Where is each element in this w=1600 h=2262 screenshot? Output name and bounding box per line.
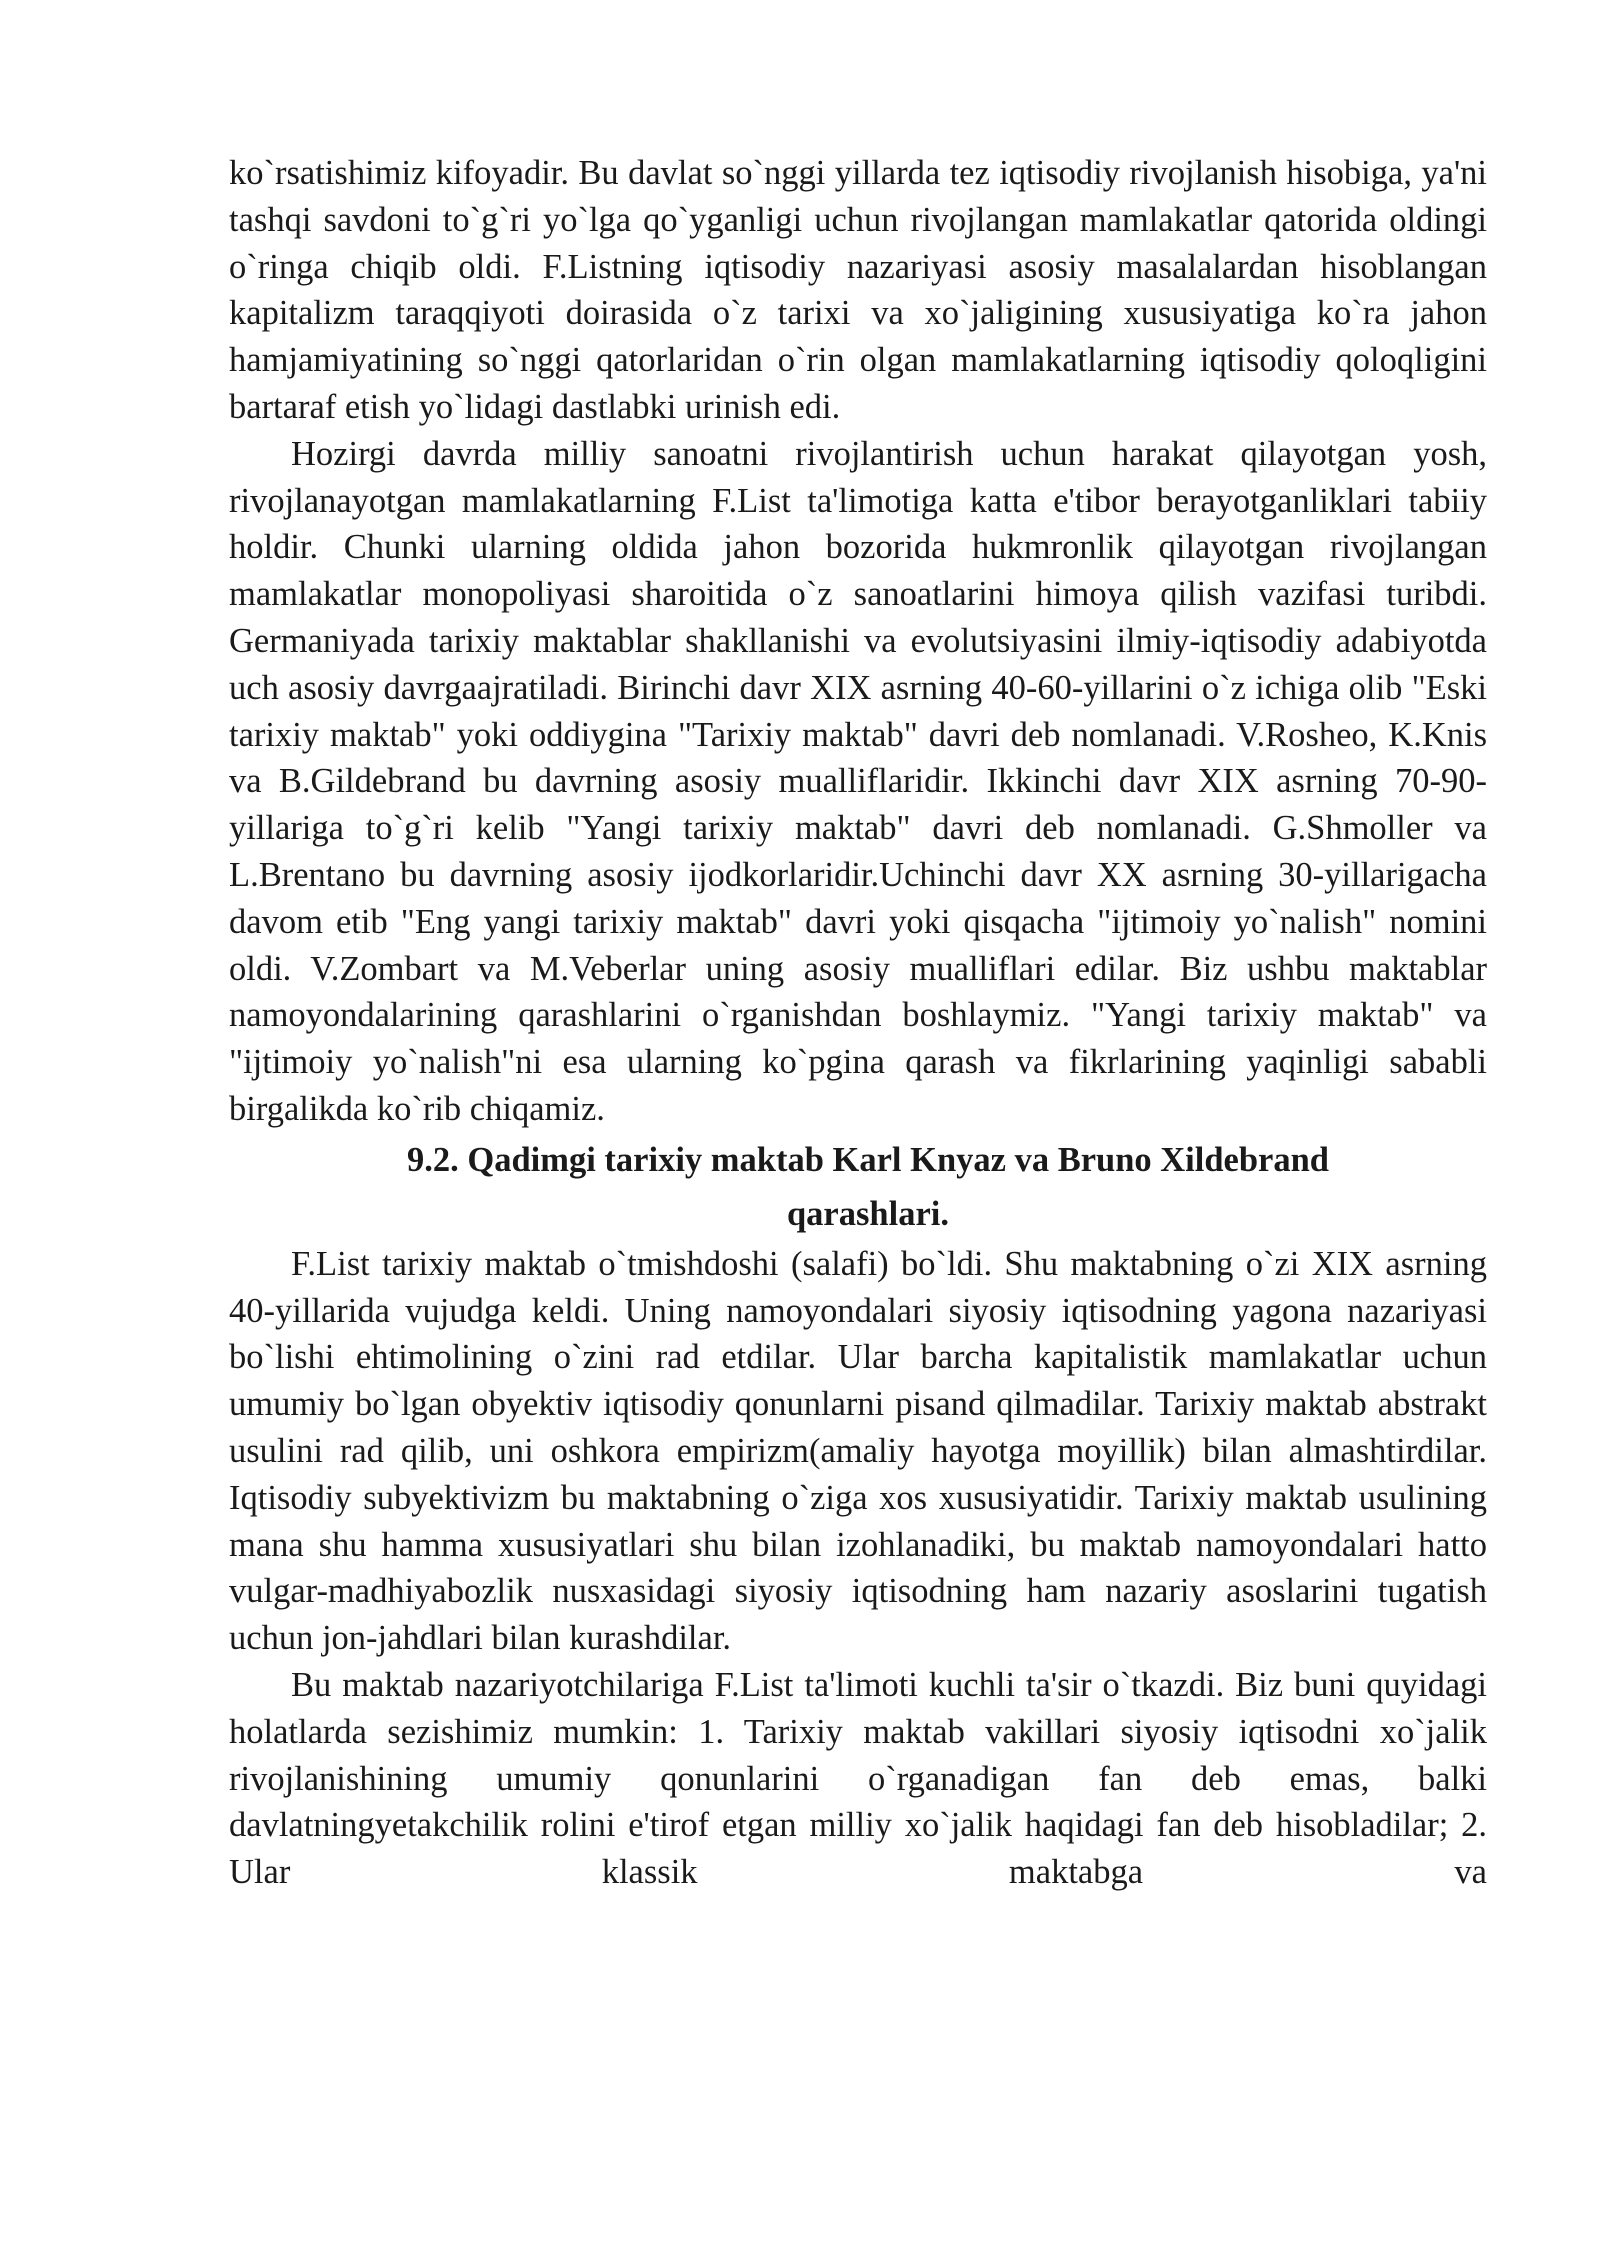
paragraph-intro: ko`rsatishimiz kifoyadir. Bu davlat so`nggi yillarda tez iqtisodiy rivojlanish hisobiga, ya'ni tashqi savdoni to`g`ri yo`lga qo`yganligi uchun rivojlangan mamlakatlar qatorida oldingi o`ringa chiqib oldi. F.Listning iqtisodiy nazariyasi asosiy masalalardan hisoblangan kapitalizm taraqqiyoti doirasida o`z tarixi va xo`jaligining xususiyatiga ko`ra jahon hamjamiyatining so`nggi qatorlaridan o`rin olgan mamlakatlarning iqtisodiy qoloqligini bartaraf etish yo`lidagi dastlabki urinish edi. (229, 154, 1487, 426)
paragraph-old-school: F.List tarixiy maktab o`tmishdoshi (salafi) bo`ldi. Shu maktabning o`zi XIX asrning 40-yillarida vujudga keldi. Uning namoyondalari siyosiy iqtisodning yagona nazariyasi bo`lishi ehtimolining o`zini rad etdilar. Ular barcha kapitalistik mamlakatlar uchun umumiy bo`lgan obyektiv iqtisodiy qonunlarni pisand qilmadilar. Tarixiy maktab abstrakt usulini rad qilib, uni oshkora empirizm(amaliy hayotga moyillik) bilan almashtirdilar. Iqtisodiy subyektivizm bu maktabning o`ziga xos xususiyatidir. Tarixiy maktab usulining mana shu hamma xususiyatlari shu bilan izohlanadiki, bu maktab namoyondalari hatto vulgar-madhiyabozlik nusxasidagi siyosiy iqtisodning ham nazariy asoslarini tugatish uchun jon-jahdlari bilan kurashdilar. (229, 1244, 1487, 1658)
section-heading-line-1: 9.2. Qadimgi tarixiy maktab Karl Knyaz va Bruno Xildebrand (407, 1140, 1329, 1179)
document-page (229, 150, 1487, 1896)
paragraph-list-influence: Bu maktab nazariyotchilariga F.List ta'limoti kuchli ta'sir o`tkazdi. Biz buni quyidagi holatlarda sezishimiz mumkin: 1. Tarixiy maktab vakillari siyosiy iqtisodni xo`jalik rivojlanishining umumiy qonunlarini o`rganadigan fan deb emas, balki davlatningyetakchilik rolini e'tirof etgan milliy xo`jalik haqidagi fan deb hisobladilar; 2. Ular klassik maktabga va (229, 1665, 1487, 1892)
section-heading (229, 1133, 1487, 1241)
section-heading-line-2: qarashlari. (787, 1194, 949, 1233)
paragraph-historical-schools: Hozirgi davrda milliy sanoatni rivojlantirish uchun harakat qilayotgan yosh, rivojlanayotgan mamlakatlarning F.List ta'limotiga katta e'tibor berayotganliklari tabiiy holdir. Chunki ularning oldida jahon bozorida hukmronlik qilayotgan rivojlangan mamlakatlar monopoliyasi sharoitida o`z sanoatlarini himoya qilish vazifasi turibdi. Germaniyada tarixiy maktablar shakllanishi va evolutsiyasini ilmiy-iqtisodiy adabiyotda uch asosiy davrgaajratiladi. Birinchi davr XIX asrning 40-60-yillarini o`z ichiga olib "Eski tarixiy maktab" yoki oddiygina "Tarixiy maktab" davri deb nomlanadi. V.Rosheo, K.Knis va B.Gildebrand bu davrning asosiy mualliflaridir. Ikkinchi davr XIX asrning 70-90-yillariga to`g`ri kelib "Yangi tarixiy maktab" davri deb nomlanadi. G.Shmoller va L.Brentano bu davrning asosiy ijodkorlaridir.Uchinchi davr XX asrning 30-yillarigacha davom etib "Eng yangi tarixiy maktab" davri yoki qisqacha "ijtimoiy yo`nalish" nomini oldi. V.Zombart va M.Veberlar uning asosiy mualliflari edilar. Biz ushbu maktablar namoyondalarining qarashlarini o`rganishdan boshlaymiz. "Yangi tarixiy maktab" va "ijtimoiy yo`nalish"ni esa ularning ko`pgina qarash va fikrlarining yaqinligi sababli birgalikda ko`rib chiqamiz. (229, 434, 1487, 1128)
